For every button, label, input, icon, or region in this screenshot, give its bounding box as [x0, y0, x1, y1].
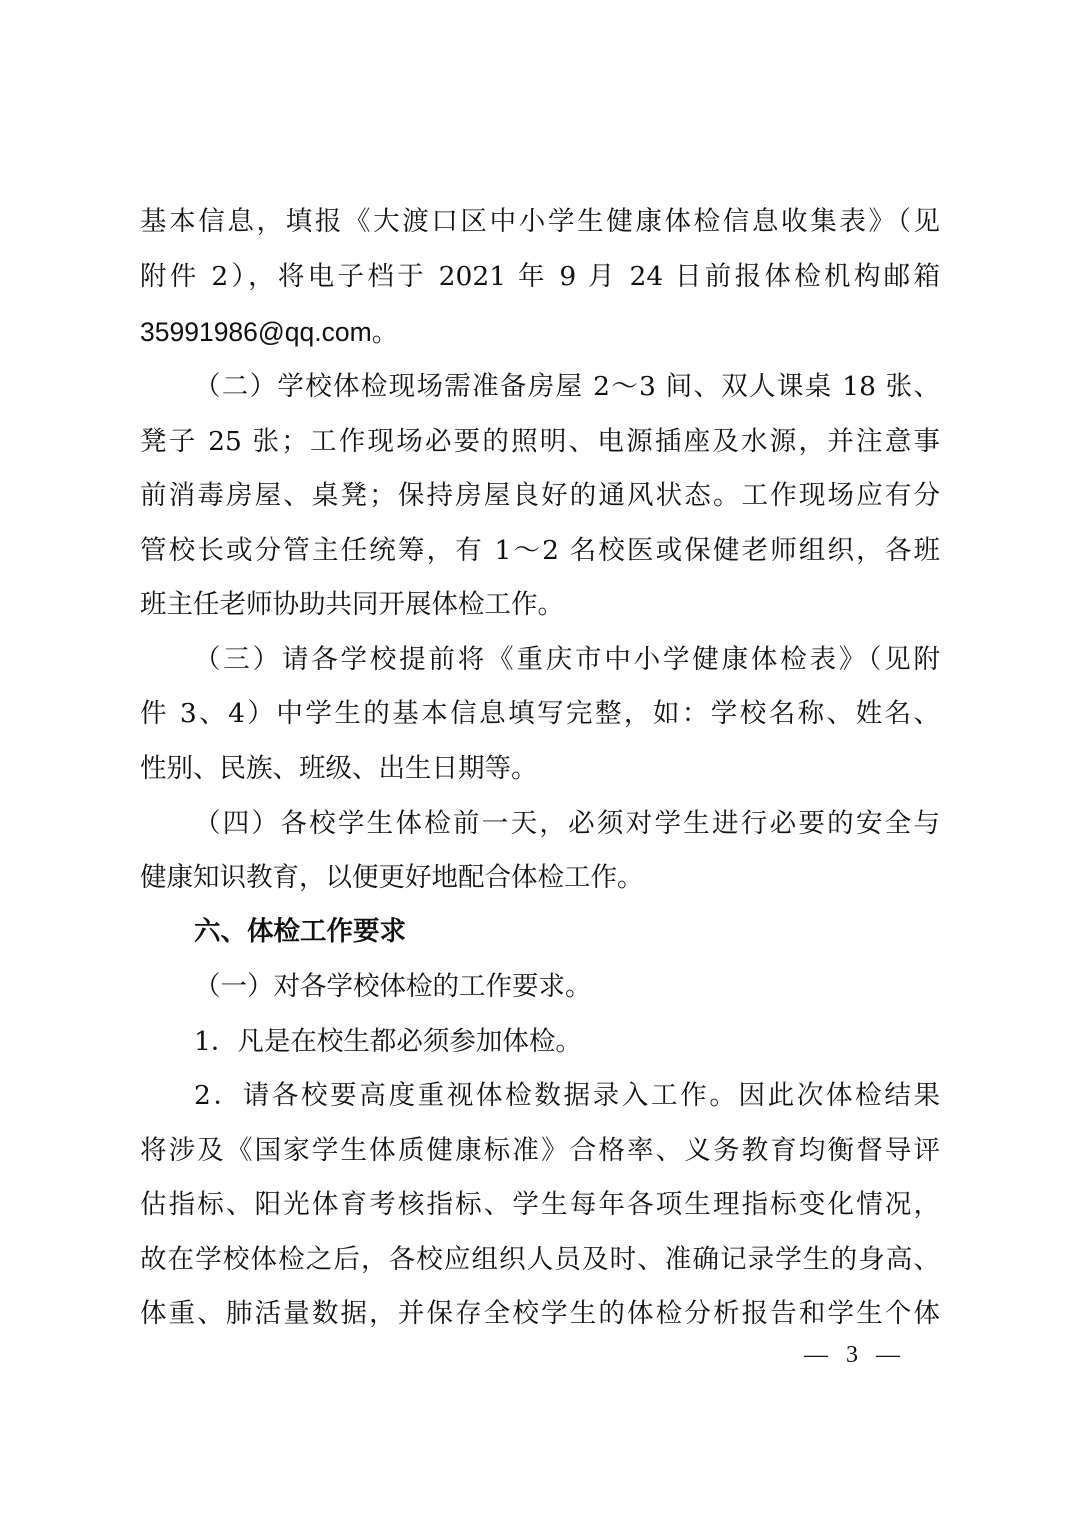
subsection-heading: （一）对各学校体检的工作要求。 — [194, 971, 592, 1002]
paragraph-line: 估指标、阳光体育考核指标、学生每年各项生理指标变化情况， — [140, 1189, 940, 1220]
section-heading: 六、体检工作要求 — [194, 916, 406, 947]
list-item: 2．请各校要高度重视体检数据录入工作。因此次体检结果 — [194, 1080, 940, 1111]
paragraph-line: （四）各校学生体检前一天，必须对学生进行必要的安全与 — [194, 808, 940, 839]
paragraph-line: 班主任老师协助共同开展体检工作。 — [140, 589, 564, 620]
paragraph-line: 性别、民族、班级、出生日期等。 — [140, 753, 538, 784]
paragraph-line: 体重、肺活量数据，并保存全校学生的体检分析报告和学生个体 — [140, 1298, 940, 1329]
list-item: 1．凡是在校生都必须参加体检。 — [194, 1026, 582, 1057]
paragraph-line: 管校长或分管主任统筹，有 1～2 名校医或保健老师组织，各班 — [140, 535, 940, 566]
page-number: — 3 — — [804, 1342, 906, 1368]
paragraph-line: 件 3、4）中学生的基本信息填写完整，如：学校名称、姓名、 — [140, 698, 940, 729]
paragraph-line: 故在学校体检之后，各校应组织人员及时、准确记录学生的身高、 — [140, 1244, 940, 1275]
paragraph-line: 将涉及《国家学生体质健康标准》合格率、义务教育均衡督导评 — [140, 1135, 940, 1166]
paragraph-line: （二）学校体检现场需准备房屋 2～3 间、双人课桌 18 张、 — [194, 371, 940, 402]
paragraph-line: 基本信息，填报《大渡口区中小学生健康体检信息收集表》（见 — [140, 206, 940, 237]
paragraph-line: 附件 2），将电子档于 2021 年 9 月 24 日前报体检机构邮箱 — [140, 261, 940, 292]
paragraph-line: 健康知识教育，以便更好地配合体检工作。 — [140, 862, 644, 893]
paragraph-line: 前消毒房屋、桌凳；保持房屋良好的通风状态。工作现场应有分 — [140, 480, 940, 511]
paragraph-line: （三）请各学校提前将《重庆市中小学健康体检表》（见附 — [194, 644, 940, 675]
email-line: 35991986@qq.com。 — [140, 317, 399, 347]
paragraph-line: 凳子 25 张；工作现场必要的照明、电源插座及水源，并注意事 — [140, 426, 940, 457]
